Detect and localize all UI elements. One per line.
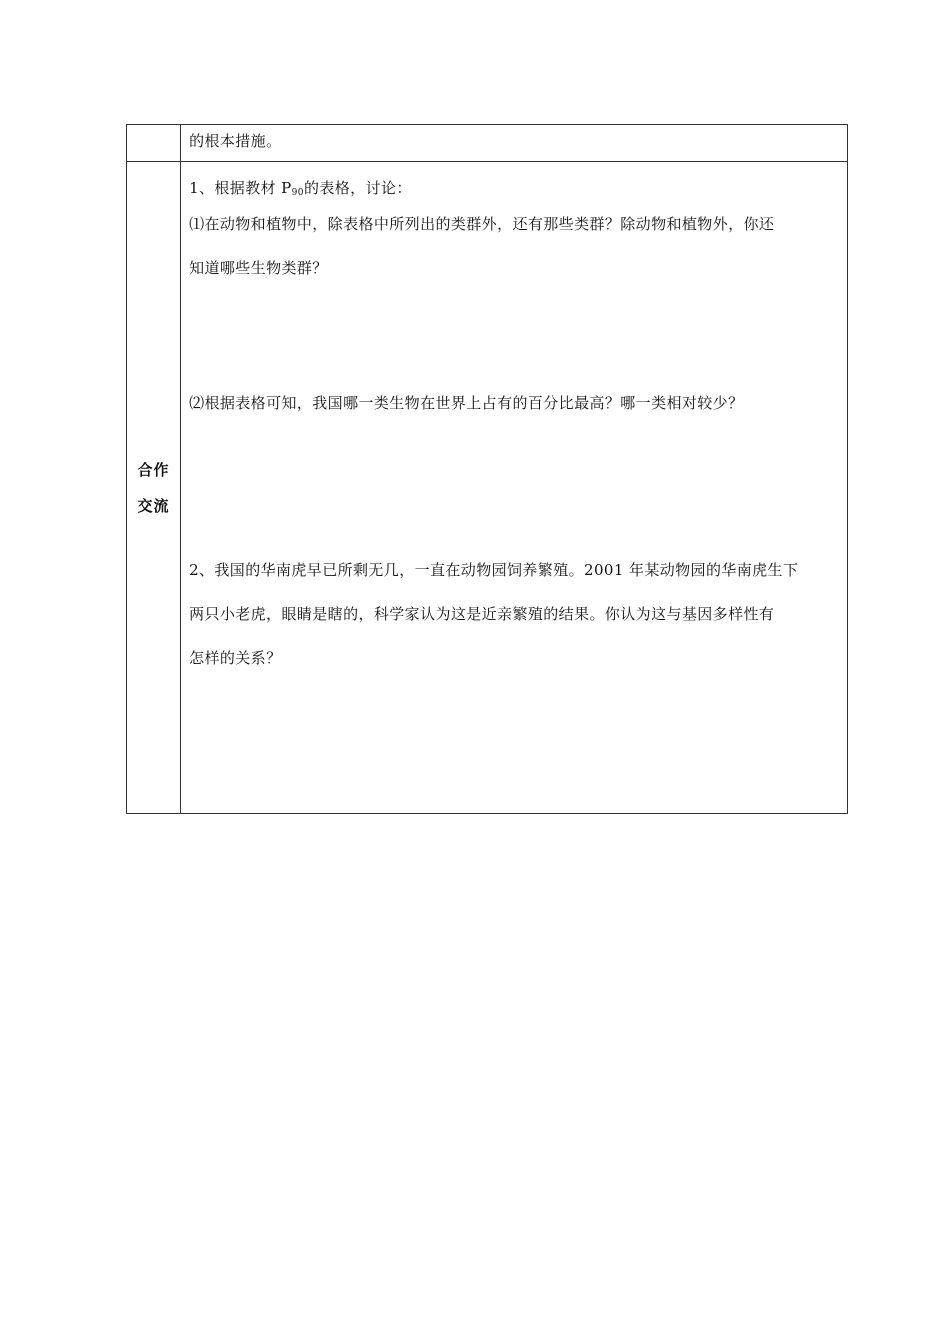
section-label-line2: 交流 bbox=[137, 496, 170, 515]
worksheet-table bbox=[126, 124, 848, 814]
question-1-heading bbox=[189, 178, 841, 203]
question-1-prefix: 1、根据教材 P bbox=[189, 179, 292, 197]
question-2-line2: 两只小老虎，眼睛是瞎的，科学家认为这是近亲繁殖的结果。你认为这与基因多样性有 bbox=[189, 605, 775, 623]
section-label-cell bbox=[127, 162, 181, 814]
continuation-body-cell bbox=[181, 125, 848, 162]
question-1-subscript: 90 bbox=[291, 188, 304, 198]
question-1-suffix: 的表格，讨论： bbox=[303, 179, 412, 197]
question-1-part1-line1: ⑴在动物和植物中，除表格中所列出的类群外，还有那些类群？除动物和植物外，你还 bbox=[189, 215, 775, 233]
section-body-cell bbox=[181, 162, 848, 814]
table-row-cooperation bbox=[127, 162, 848, 814]
question-2-line1: 2、我国的华南虎早已所剩无几，一直在动物园饲养繁殖。2001 年某动物园的华南虎生下 bbox=[189, 561, 799, 579]
continuation-label-cell bbox=[127, 125, 181, 162]
continuation-text: 的根本措施。 bbox=[189, 132, 282, 150]
question-1-part1-line2: 知道哪些生物类群？ bbox=[189, 259, 328, 277]
question-2-line3: 怎样的关系？ bbox=[189, 649, 282, 667]
section-label-line1: 合作 bbox=[137, 460, 170, 479]
table-row-continuation bbox=[127, 125, 848, 162]
question-1-part2: ⑵根据表格可知，我国哪一类生物在世界上占有的百分比最高？哪一类相对较少？ bbox=[189, 394, 744, 412]
